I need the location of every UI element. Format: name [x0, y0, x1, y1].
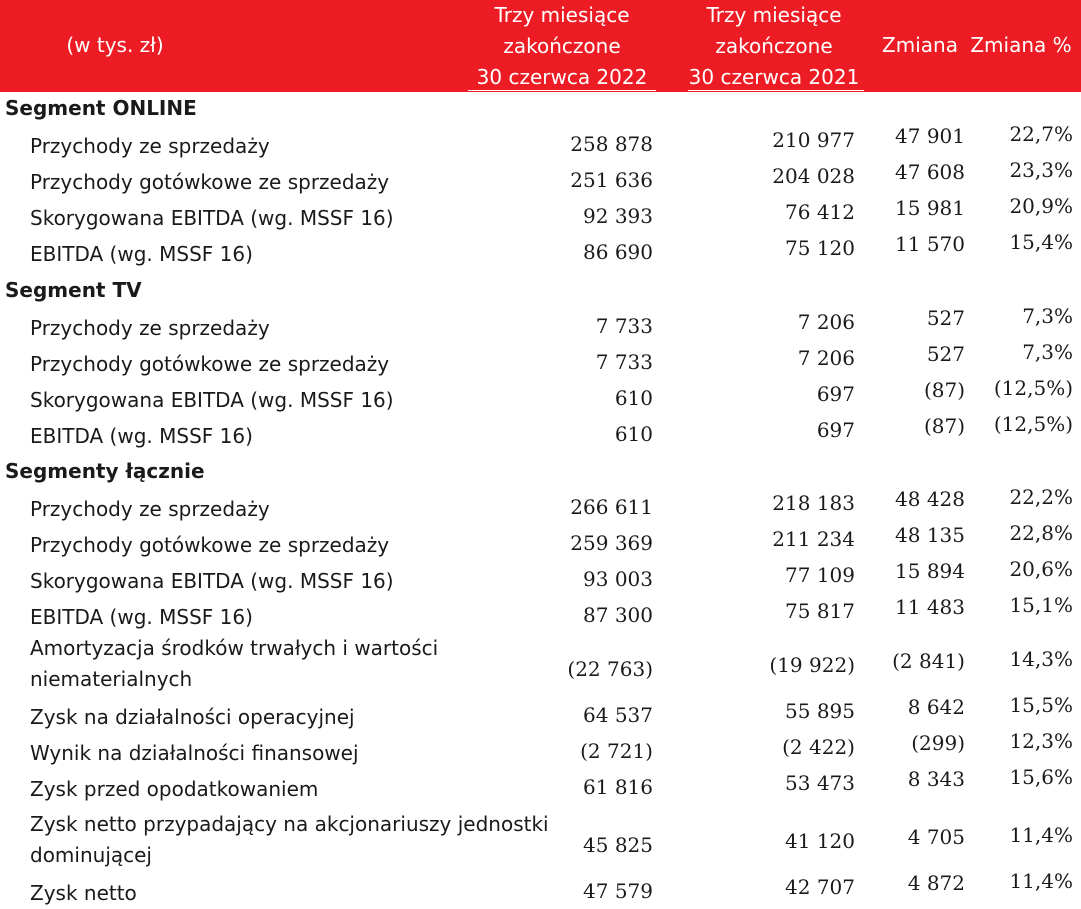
value-2022: 610: [614, 386, 653, 410]
value-2021: 7 206: [797, 346, 855, 370]
value-2021: 53 473: [785, 771, 855, 795]
table-row: [0, 809, 1081, 873]
table-row: [0, 122, 1081, 162]
row-label: Skorygowana EBITDA (wg. MSSF 16): [30, 388, 394, 412]
table-row: [0, 158, 1081, 198]
value-2021: 204 028: [772, 164, 855, 188]
row-label: Wynik na działalności finansowej: [30, 741, 359, 765]
value-change-pct: 22,7%: [1009, 122, 1073, 146]
value-change: 8 642: [907, 695, 965, 719]
table-row: [0, 693, 1081, 733]
table-row: [0, 194, 1081, 234]
value-2022: 86 690: [583, 240, 653, 264]
section-header-row: [0, 276, 1081, 312]
table-row: [0, 412, 1081, 452]
value-2021: 42 707: [785, 875, 855, 899]
value-change-pct: 22,2%: [1009, 485, 1073, 509]
value-2021: 697: [816, 382, 855, 406]
header-underline-2022: [468, 90, 656, 91]
row-label: Zysk na działalności operacyjnej: [30, 705, 355, 729]
value-change: (87): [923, 414, 965, 438]
value-change-pct: 23,3%: [1009, 158, 1073, 182]
value-change-pct: 20,6%: [1009, 557, 1073, 581]
value-2022: 47 579: [583, 879, 653, 903]
table-row: [0, 340, 1081, 380]
table-row: [0, 765, 1081, 805]
value-change: 8 343: [907, 767, 965, 791]
value-2022: 64 537: [583, 703, 653, 727]
table-row: [0, 230, 1081, 270]
row-label: Przychody gotówkowe ze sprzedaży: [30, 170, 390, 194]
column-header-change: Zmiana: [882, 33, 958, 57]
value-2022: 45 825: [583, 833, 653, 857]
value-2022: 251 636: [570, 168, 653, 192]
table-row: [0, 593, 1081, 633]
row-label: Skorygowana EBITDA (wg. MSSF 16): [30, 569, 394, 593]
value-change: 4 705: [907, 825, 965, 849]
table-row: [0, 729, 1081, 769]
value-change: 15 894: [895, 559, 965, 583]
value-change-pct: 15,4%: [1009, 230, 1073, 254]
value-2021: (2 422): [782, 735, 855, 759]
value-change: 11 483: [895, 595, 965, 619]
table-row: [0, 485, 1081, 525]
value-2022: 259 369: [570, 531, 653, 555]
section-title: Segment TV: [5, 278, 142, 302]
value-change: (2 841): [892, 649, 965, 673]
value-2021: 41 120: [785, 829, 855, 853]
row-label: EBITDA (wg. MSSF 16): [30, 424, 253, 448]
row-label: Przychody ze sprzedaży: [30, 134, 270, 158]
value-2021: 76 412: [785, 200, 855, 224]
table-row: [0, 376, 1081, 416]
value-change-pct: 20,9%: [1009, 194, 1073, 218]
row-label: [30, 809, 549, 871]
value-change: 11 570: [895, 232, 965, 256]
row-label-line: niematerialnych: [30, 667, 193, 691]
row-label-line: dominującej: [30, 843, 152, 867]
value-2021: 7 206: [797, 310, 855, 334]
value-change: 527: [926, 306, 965, 330]
header-underline-2021: [688, 90, 864, 91]
value-change-pct: 12,3%: [1009, 729, 1073, 753]
value-2021: 55 895: [785, 699, 855, 723]
value-change-pct: (12,5%): [993, 412, 1073, 436]
table-header: [0, 0, 1081, 92]
value-2022: 610: [614, 422, 653, 446]
section-title: Segmenty łącznie: [5, 459, 205, 483]
value-change: 47 901: [895, 124, 965, 148]
value-2022: 7 733: [595, 350, 653, 374]
row-label: EBITDA (wg. MSSF 16): [30, 605, 253, 629]
value-change-pct: 7,3%: [1022, 304, 1073, 328]
value-change: (299): [911, 731, 965, 755]
value-2022: 87 300: [583, 603, 653, 627]
value-2021: 210 977: [772, 128, 855, 152]
value-2021: 218 183: [772, 491, 855, 515]
row-label: Przychody gotówkowe ze sprzedaży: [30, 533, 390, 557]
column-header-2022: Trzy miesiące zakończone 30 czerwca 2022: [476, 3, 648, 89]
section-title: Segment ONLINE: [5, 96, 197, 120]
value-2021: 75 120: [785, 236, 855, 260]
unit-label: (w tys. zł): [66, 33, 164, 57]
value-2022: 7 733: [595, 314, 653, 338]
row-label-line: Zysk netto przypadający na akcjonariuszy jednostki: [30, 812, 549, 836]
value-change: (87): [923, 378, 965, 402]
table-row: [0, 633, 1081, 697]
table-row: [0, 304, 1081, 344]
value-change: 48 428: [895, 487, 965, 511]
row-label: [30, 633, 438, 695]
value-change: 527: [926, 342, 965, 366]
row-label-line: Amortyzacja środków trwałych i wartości: [30, 636, 439, 660]
value-2022: 61 816: [583, 775, 653, 799]
value-2021: (19 922): [769, 653, 855, 677]
row-label: Przychody gotówkowe ze sprzedaży: [30, 352, 390, 376]
value-2021: 697: [816, 418, 855, 442]
value-change: 47 608: [895, 160, 965, 184]
value-2021: 75 817: [785, 599, 855, 623]
value-2022: 93 003: [583, 567, 653, 591]
row-label: Zysk przed opodatkowaniem: [30, 777, 319, 801]
row-label: Przychody ze sprzedaży: [30, 497, 270, 521]
value-change: 15 981: [895, 196, 965, 220]
value-change-pct: 15,6%: [1009, 765, 1073, 789]
value-change: 4 872: [907, 871, 965, 895]
value-2021: 211 234: [772, 527, 855, 551]
table-row: [0, 521, 1081, 561]
value-change-pct: 7,3%: [1022, 340, 1073, 364]
value-change: 48 135: [895, 523, 965, 547]
value-change-pct: 14,3%: [1009, 647, 1073, 671]
value-change-pct: 15,1%: [1009, 593, 1073, 617]
value-change-pct: 15,5%: [1009, 693, 1073, 717]
value-change-pct: 22,8%: [1009, 521, 1073, 545]
column-header-change-pct: Zmiana %: [970, 33, 1072, 57]
value-change-pct: 11,4%: [1009, 823, 1073, 847]
row-label: Zysk netto: [30, 881, 137, 905]
row-label: Przychody ze sprzedaży: [30, 316, 270, 340]
table-row: [0, 869, 1081, 909]
value-2022: 266 611: [570, 495, 653, 519]
value-2021: 77 109: [785, 563, 855, 587]
column-header-2021: Trzy miesiące zakończone 30 czerwca 2021: [688, 3, 860, 89]
value-change-pct: (12,5%): [993, 376, 1073, 400]
table-row: [0, 557, 1081, 597]
row-label: EBITDA (wg. MSSF 16): [30, 242, 253, 266]
value-2022: (2 721): [580, 739, 653, 763]
value-2022: 92 393: [583, 204, 653, 228]
value-change-pct: 11,4%: [1009, 869, 1073, 893]
value-2022: (22 763): [567, 657, 653, 681]
row-label: Skorygowana EBITDA (wg. MSSF 16): [30, 206, 394, 230]
value-2022: 258 878: [570, 132, 653, 156]
